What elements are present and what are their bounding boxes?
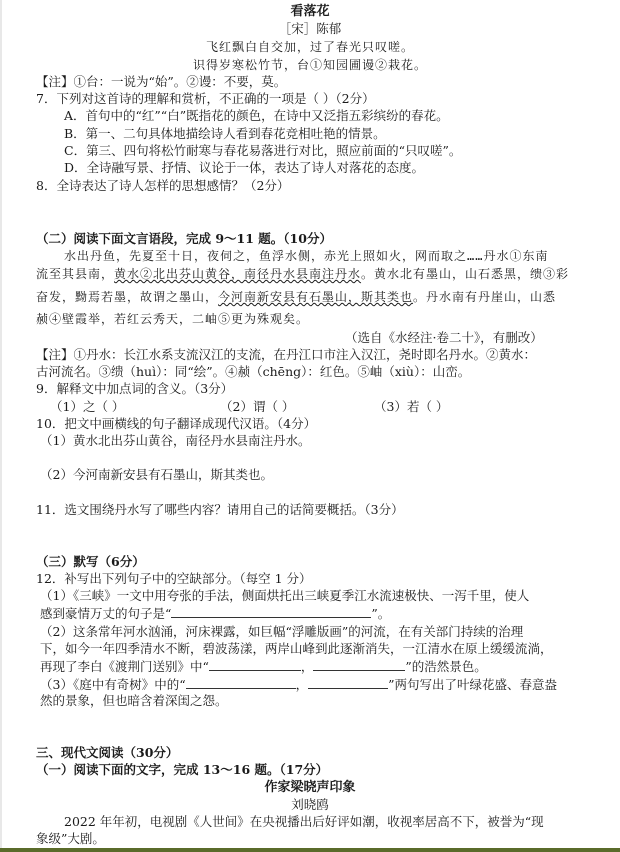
classical-text-line-4: 赪④壁霞举，若红云秀天，二岫⑤更为殊观矣。 <box>36 312 310 326</box>
q7-option-a: A．首句中的“红”“白”既指花的颜色，在诗中又泛指五彩缤纷的春花。 <box>64 108 449 123</box>
section-modern-reading-header: 三、现代文阅读（30分） <box>36 745 179 760</box>
q12-2-line-2: 下，如今一年四季清水不断，碧波荡漾，两岸山峰到此逐渐消失，一江清水在原上缓缓流淌， <box>40 641 553 656</box>
q8-stem: 8．全诗表达了诗人怎样的思想感情？（2分） <box>36 178 290 193</box>
underlined-sentence-1: 黄水②北出芬山黄谷，南径丹水县南注丹水 <box>114 267 362 281</box>
q7-option-d: D．全诗融写景、抒情、议论于一体，表达了诗人对落花的态度。 <box>64 160 425 175</box>
q12-2-line-1: （2）这条常年河水汹涌，河床裸露，如巨幅“浮雕版画”的河流，在有关部门持续的治理 <box>40 624 524 639</box>
q9-item-1: （1）之（ ） <box>50 399 125 414</box>
fill-blank-1[interactable] <box>171 605 371 618</box>
q9-item-3: （3）若（ ） <box>374 399 449 414</box>
q9-stem: 9．解释文中加点词的含义。（3分） <box>36 381 234 396</box>
q11-stem: 11．选文围绕丹水写了哪些内容？请用自己的话简要概括。（3分） <box>36 502 404 517</box>
classical-text-line-1: 水出丹鱼，先夏至十日，夜伺之，鱼浮水侧，赤光上照如火，网而取之……丹水①东南 <box>64 249 549 263</box>
fill-blank-5[interactable] <box>308 676 388 689</box>
article-title: 作家梁晓声印象 <box>264 780 356 795</box>
classical-note-2: 古河流名。③缋（huì）：同“绘”。④赪（chēng）：红色。⑤岫（xiù）：山峦。 <box>36 364 471 379</box>
section-modern-reading-sub: （一）阅读下面的文字，完成 13～16 题。（17分） <box>36 762 329 777</box>
q10-sentence-1: （1）黄水北出芬山黄谷，南径丹水县南注丹水。 <box>40 433 311 448</box>
poem-note: 【注】①台：一说为“始”。②谩：不要，莫。 <box>36 74 287 89</box>
q7-stem: 7．下列对这首诗的理解和赏析，不正确的一项是（ ）（2分） <box>36 91 375 106</box>
poem-author: ［宋］陈郁 <box>278 21 342 36</box>
classical-source: （选自《水经注·卷二十》，有删改） <box>345 330 543 345</box>
q7-option-c: C．第三、四句将松竹耐寒与春花易落进行对比，照应前面的“只叹嗟”。 <box>64 143 462 158</box>
poem-line-1: 飞红飘白自交加，过了春光只叹嗟。 <box>205 40 414 54</box>
q12-1-line-2: 感到豪情万丈的句子是“ ”。 <box>40 606 391 621</box>
poem-line-2: 识得岁寒松竹节，台①知园圃谩②栽花。 <box>192 58 427 72</box>
classical-text-line-2: 流至其县南，黄水②北出芬山黄谷，南径丹水县南注丹水。黄水北有墨山，山石悉黑，缋③彩 <box>36 267 570 281</box>
page-edge <box>0 0 2 852</box>
q7-option-b: B．第一、二句具体地描绘诗人看到春花竞相吐艳的情景。 <box>64 126 386 141</box>
fill-blank-3[interactable] <box>313 658 405 671</box>
section-2-header: （二）阅读下面文言语段，完成 9～11 题。（10分） <box>36 231 332 246</box>
article-paragraph-line-1: 2022 年年初，电视剧《人世间》在央视播出后好评如潮，收视率居高不下，被誉为“现 <box>64 814 544 829</box>
underlined-sentence-2: 今河南新安县有石墨山，斯其类也 <box>218 290 414 304</box>
q12-1-line-1: （1）《三峡》一文中用夸张的手法，侧面烘托出三峡夏季江水流速极快、一泻千里，使人 <box>40 588 530 603</box>
fill-blank-2[interactable] <box>209 658 301 671</box>
page-bottom-border <box>0 848 620 852</box>
classical-note-1: 【注】①丹水：长江水系支流汉江的支流，在丹江口市注入汉江，尧时即名丹水。②黄水： <box>36 347 537 362</box>
q12-3-line-1: （3）《庭中有奇树》中的“ ， ”两句写出了叶绿花盛、春意盎 <box>40 677 558 692</box>
q9-item-2: （2）谓（ ） <box>220 399 295 414</box>
poem-title: 看落花 <box>290 4 330 19</box>
section-3-header: （三）默写（6分） <box>36 554 145 569</box>
q12-3-line-2: 然的景象，但也暗含着深闺之怨。 <box>40 693 228 708</box>
article-author: 刘晓鸥 <box>291 797 329 812</box>
q12-2-line-3: 再现了李白《渡荆门送别》中“ ， ”的浩然景色。 <box>40 659 487 674</box>
q10-stem: 10．把文中画横线的句子翻译成现代汉语。（4分） <box>36 416 317 431</box>
article-paragraph-line-2: 象级”大剧。 <box>36 831 105 846</box>
classical-text-line-3: 奋发，黝焉若墨，故谓之墨山，今河南新安县有石墨山，斯其类也。丹水南有丹崖山，山悉 <box>36 290 557 304</box>
q12-stem: 12．补写出下列句子中的空缺部分。（每空 1 分） <box>36 571 312 586</box>
fill-blank-4[interactable] <box>186 676 296 689</box>
q10-sentence-2: （2）今河南新安县有石墨山，斯其类也。 <box>40 467 273 482</box>
